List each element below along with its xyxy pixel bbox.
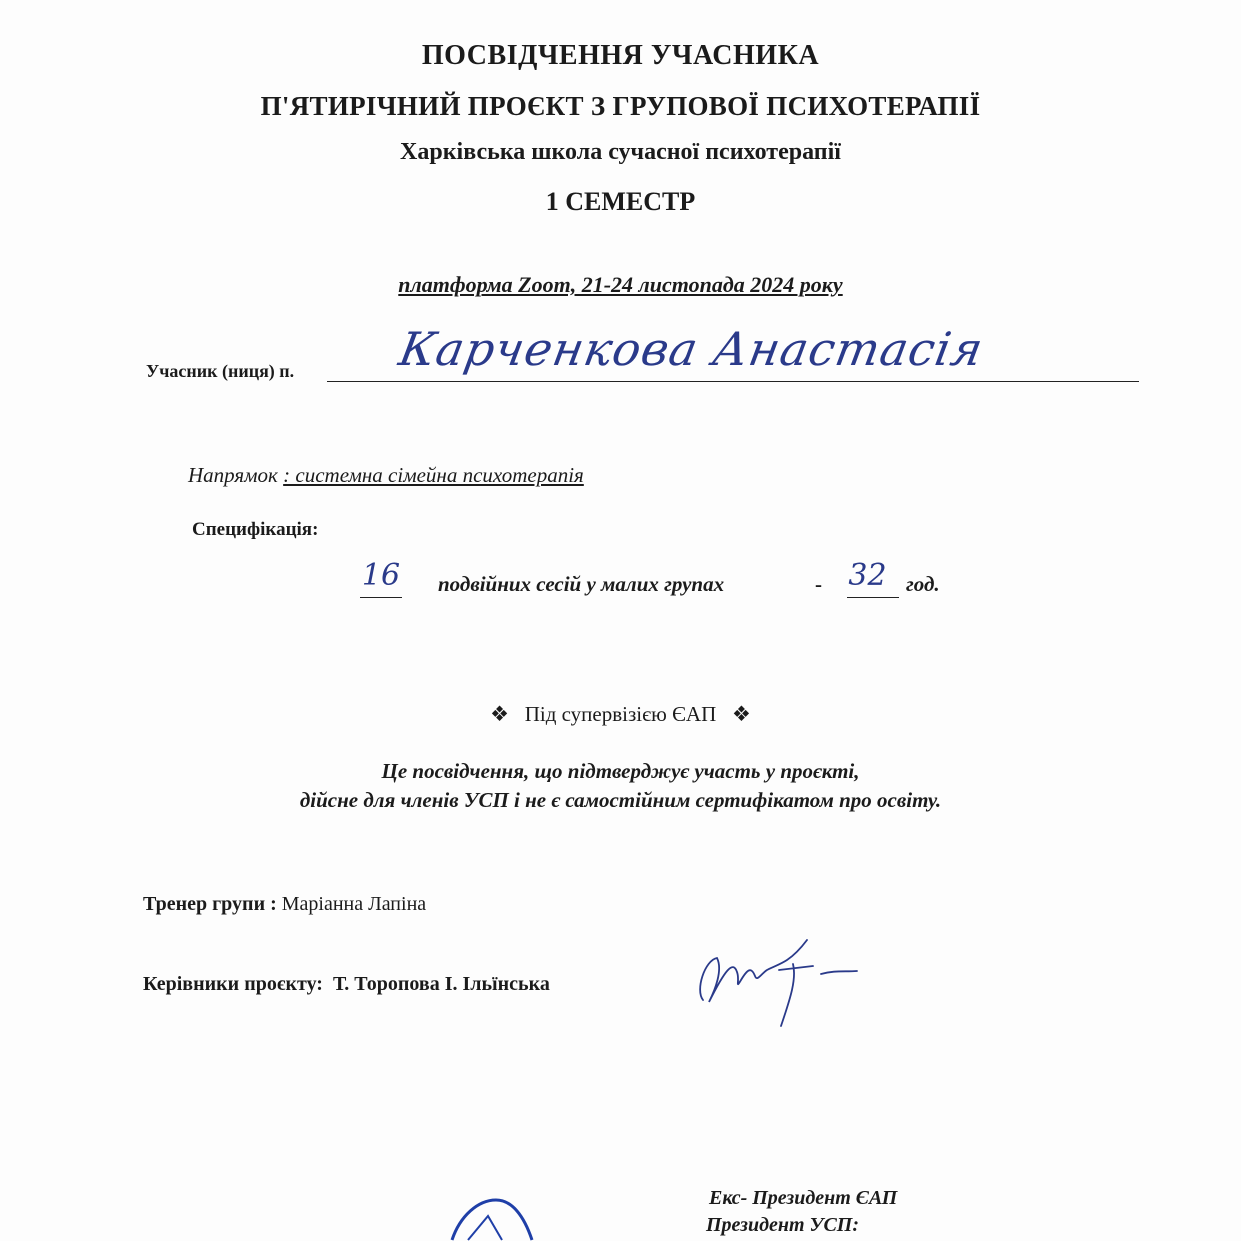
school-name: Харківська школа сучасної психотерапії [400, 139, 841, 165]
participant-label: Учасник (ниця) п. [146, 361, 295, 381]
president-label: Президент УСП: [706, 1214, 860, 1236]
ex-president-label: Екс- Президент ЄАП [709, 1187, 898, 1209]
hours-count-line [847, 597, 899, 598]
direction-value: : системна сімейна психотерапія [283, 463, 584, 487]
diamond-bullet-icon: ❖ [490, 702, 509, 726]
direction-row [188, 463, 584, 488]
participant-name-handwritten: Карченкова Анастасія [395, 322, 988, 376]
specification-label: Специфікація: [192, 519, 319, 540]
document-title: ПОСВІДЧЕННЯ УЧАСНИКА [421, 40, 820, 71]
leaders-names: Т. Торопова І. Ільїнська [332, 973, 550, 995]
hours-unit: год. [906, 572, 940, 596]
hours-count: 32 [848, 558, 887, 593]
leaders-row [143, 973, 550, 996]
sessions-count-line [360, 597, 402, 598]
diamond-bullet-icon: ❖ [732, 702, 751, 726]
sessions-text: подвійних сесій у малих групах [438, 572, 725, 596]
leaders-label: Керівники проєкту: [143, 973, 323, 995]
supervision-line [0, 702, 1241, 727]
sessions-dash: - [815, 572, 822, 596]
trainer-name: Маріанна Лапіна [281, 893, 427, 915]
notice-line-1: Це посвідчення, що підтверджує участь у проєкті, [381, 759, 860, 783]
sessions-count: 16 [361, 558, 401, 593]
project-title: П'ЯТИРІЧНИЙ ПРОЄКТ З ГРУПОВОЇ ПСИХОТЕРАПІЇ [260, 91, 981, 121]
trainer-label: Тренер групи : [143, 893, 277, 915]
participant-name-line [327, 381, 1139, 382]
notice-line-2: дійсне для членів УСП і не є самостійним сертифікатом про освіту. [299, 788, 942, 812]
trainer-row [143, 893, 426, 916]
platform-date: платформа Zoom, 21-24 листопада 2024 року [398, 272, 843, 297]
signature-image [685, 930, 865, 1030]
supervision-text: Під супервізією ЄАП [524, 702, 717, 726]
seal-stamp-image [440, 1196, 550, 1241]
direction-label: Напрямок [188, 463, 278, 487]
semester: 1 СЕМЕСТР [545, 187, 696, 216]
